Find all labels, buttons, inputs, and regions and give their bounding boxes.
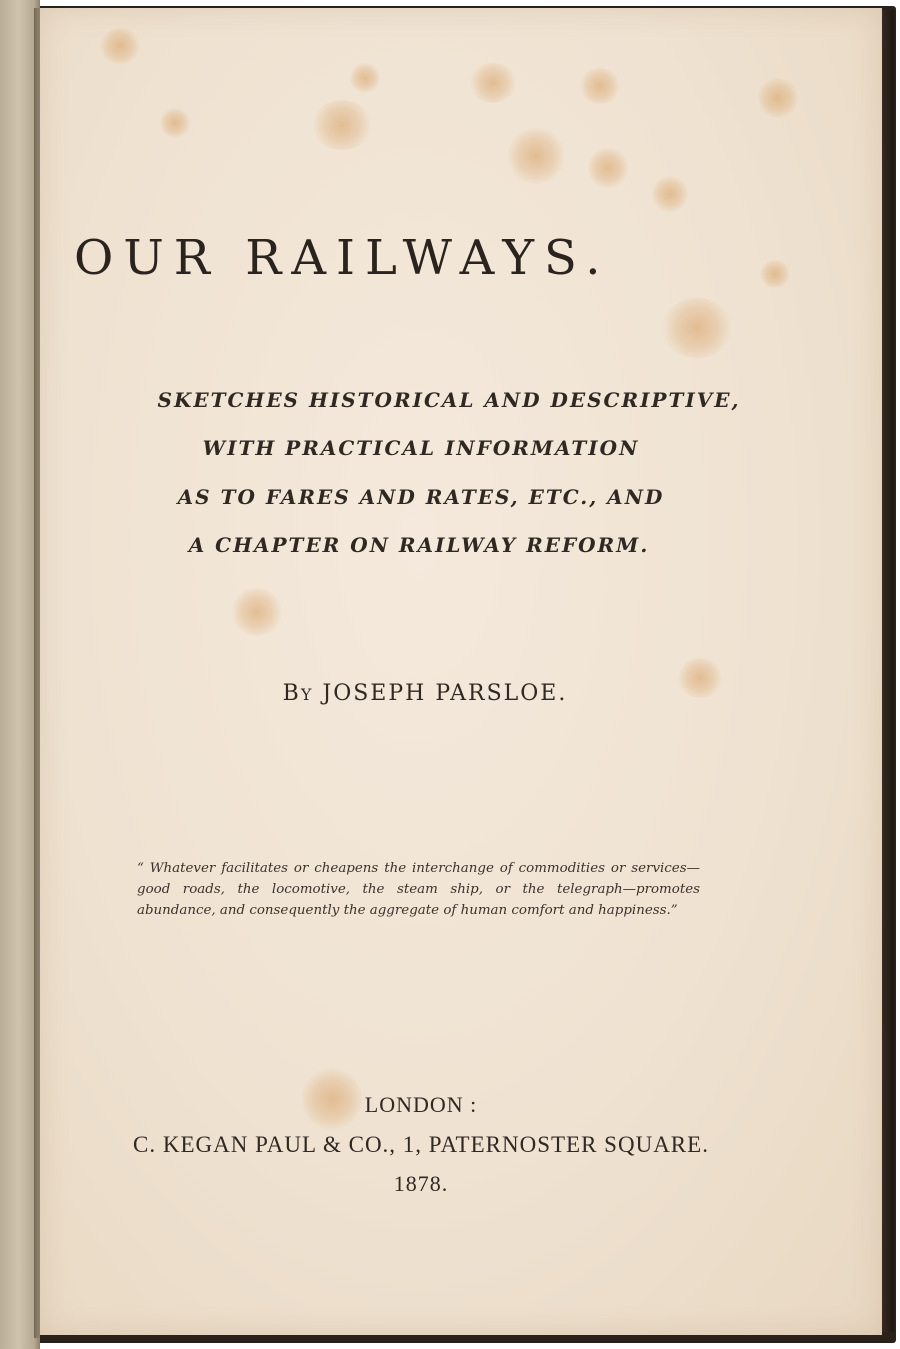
subtitle-line-4: A CHAPTER ON RAILWAY REFORM. xyxy=(188,533,650,557)
foxing-spot xyxy=(232,588,282,636)
foxing-spot xyxy=(470,63,516,103)
byline-prefix-rest: Y xyxy=(300,685,314,704)
subtitle-line-2: WITH PRACTICAL INFORMATION xyxy=(202,436,640,460)
title-page xyxy=(40,8,882,1335)
foxing-spot xyxy=(588,148,628,188)
imprint-city: LONDON : xyxy=(364,1092,478,1117)
imprint-year: 1878. xyxy=(393,1171,449,1196)
imprint-publisher: C. KEGAN PAUL & CO., 1, PATERNOSTER SQUARE. xyxy=(133,1132,709,1157)
book-title: OUR RAILWAYS. xyxy=(74,230,611,286)
foxing-spot xyxy=(662,298,732,358)
foxing-spot xyxy=(100,28,140,64)
foxing-spot xyxy=(652,176,688,212)
author-byline xyxy=(40,681,846,706)
subtitle-line-1: SKETCHES HISTORICAL AND DESCRIPTIVE, xyxy=(157,388,741,412)
byline-prefix-cap: B xyxy=(282,681,301,706)
foxing-spot xyxy=(580,68,620,104)
foxing-spot xyxy=(758,78,798,118)
foxing-spot xyxy=(160,108,190,138)
foxing-spot xyxy=(508,128,564,184)
foxing-spot xyxy=(350,63,380,93)
foxing-spot xyxy=(760,260,790,288)
foxing-spot xyxy=(312,100,372,150)
epigraph: “ Whatever facilitates or cheapens the interchange of commodities or services—good roads, the locomotive, the steam ship, or the telegraph—promotes abundance, and consequently the aggregate of human comfort and happiness.” xyxy=(137,861,700,918)
cover-edge xyxy=(880,10,894,1332)
byline-author-name: JOSEPH PARSLOE. xyxy=(322,681,568,706)
subtitle-line-3: AS TO FARES AND RATES, ETC., AND xyxy=(177,485,665,509)
